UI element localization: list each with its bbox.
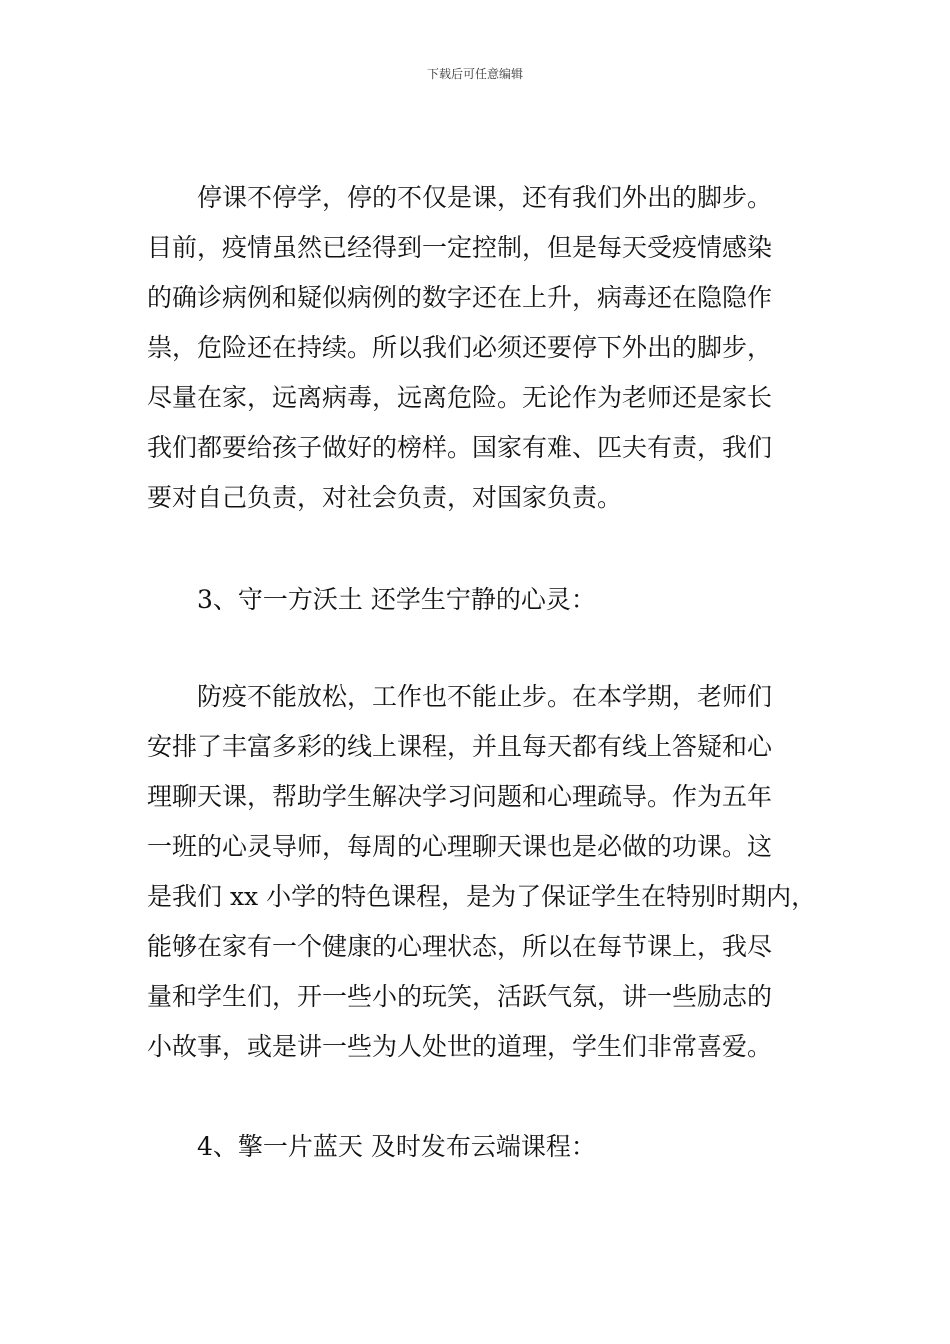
paragraph-line: 我们都要给孩子做好的榜样。国家有难、匹夫有责，我们: [147, 433, 773, 462]
paragraph-line: 的确诊病例和疑似病例的数字还在上升，病毒还在隐隐作: [147, 283, 773, 312]
paragraph-line: 量和学生们，开一些小的玩笑，活跃气氛，讲一些励志的: [147, 982, 773, 1011]
paragraph-line: 能够在家有一个健康的心理状态，所以在每节课上，我尽: [147, 932, 773, 961]
paragraph-counseling: [147, 672, 817, 1072]
paragraph-line: 停课不停学，停的不仅是课，还有我们外出的脚步。: [147, 183, 773, 212]
section-heading-4: [147, 1122, 812, 1172]
paragraph-line: 祟，危险还在持续。所以我们必须还要停下外出的脚步，: [147, 333, 773, 362]
paragraph-line: 安排了丰富多彩的线上课程，并且每天都有线上答疑和心: [147, 732, 773, 761]
paragraph-line: 目前，疫情虽然已经得到一定控制，但是每天受疫情感染: [147, 233, 773, 262]
section-heading-text: 4、擎一片蓝天 及时发布云端课程：: [147, 1132, 596, 1161]
paragraph-line: 小故事，或是讲一些为人处世的道理，学生们非常喜爱。: [147, 1032, 773, 1061]
paragraph-line: 是我们 xx 小学的特色课程，是为了保证学生在特别时期内，: [147, 882, 817, 911]
paragraph-stay-home: [147, 173, 812, 523]
paragraph-line: 防疫不能放松，工作也不能止步。在本学期，老师们: [147, 682, 773, 711]
paragraph-line: 尽量在家，远离病毒，远离危险。无论作为老师还是家长: [147, 383, 773, 412]
paragraph-line: 一班的心灵导师，每周的心理聊天课也是必做的功课。这: [147, 832, 773, 861]
section-heading-text: 3、守一方沃土 还学生宁静的心灵：: [147, 585, 596, 614]
page-header: 下载后可任意编辑: [426, 67, 523, 81]
paragraph-line: 理聊天课，帮助学生解决学习问题和心理疏导。作为五年: [147, 782, 773, 811]
section-heading-3: [147, 575, 812, 625]
paragraph-line: 要对自己负责，对社会负责，对国家负责。: [147, 483, 623, 512]
